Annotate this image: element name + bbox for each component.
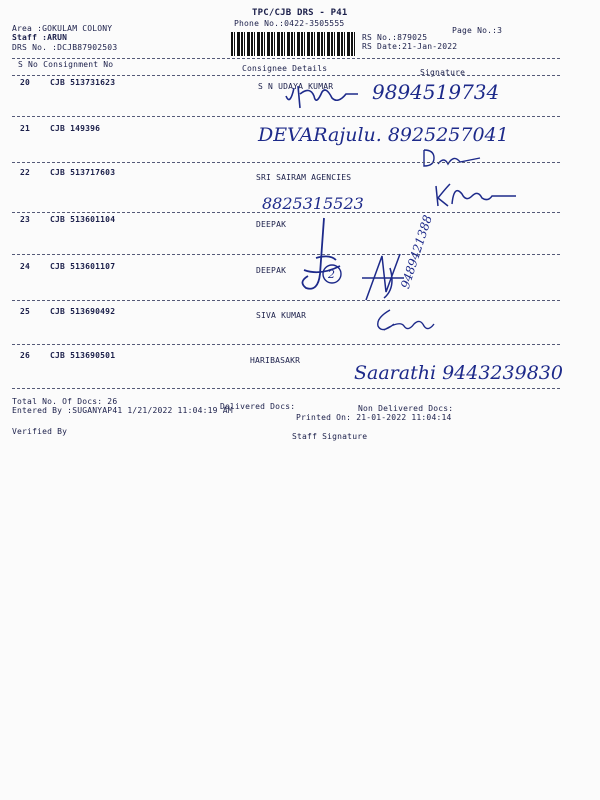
signature-mark xyxy=(282,66,362,116)
row-consignee: DEEPAK xyxy=(256,266,287,275)
row-consignment: CJB 513731623 xyxy=(50,78,116,87)
row-consignment: CJB 513690492 xyxy=(50,307,116,316)
row-sno: 20 xyxy=(20,78,31,87)
barcode xyxy=(231,32,356,56)
delivered-docs: Delivered Docs: xyxy=(220,402,296,411)
signature-mark xyxy=(290,214,360,306)
row-sno: 23 xyxy=(20,215,31,224)
rs-date: RS Date:21-Jan-2022 xyxy=(362,42,458,51)
row-consignment: CJB 149396 xyxy=(50,124,101,133)
row-sno: 25 xyxy=(20,307,31,316)
divider xyxy=(12,162,560,163)
non-delivered-docs: Non Delivered Docs: xyxy=(358,404,454,413)
handwritten-note: 8825315523 xyxy=(262,194,364,213)
row-consignee: SRI SAIRAM AGENCIES xyxy=(256,173,352,182)
divider xyxy=(12,388,560,389)
column-header-signature: Signature xyxy=(420,68,466,77)
row-consignment: CJB 513690501 xyxy=(50,351,116,360)
divider xyxy=(12,254,560,255)
signature-mark xyxy=(432,180,522,212)
row-consignee: DEEPAK xyxy=(256,220,287,229)
staff-label: Staff :ARUN xyxy=(12,33,68,42)
handwritten-note: 9489421388 xyxy=(398,213,435,291)
divider xyxy=(12,116,560,117)
row-consignment: CJB 513601104 xyxy=(50,215,116,224)
verified-by: Verified By xyxy=(12,427,68,436)
area-label: Area :GOKULAM COLONY xyxy=(12,24,113,33)
divider xyxy=(12,344,560,345)
row-sno: 21 xyxy=(20,124,31,133)
sheet-title: TPC/CJB DRS - P41 xyxy=(252,8,348,18)
row-sno: 24 xyxy=(20,262,31,271)
signature-mark xyxy=(420,146,500,170)
handwritten-note: DEVARajulu. 8925257041 xyxy=(258,124,509,146)
row-sno: 22 xyxy=(20,168,31,177)
phone-number: Phone No.:0422-3505555 xyxy=(234,19,345,28)
svg-text:2: 2 xyxy=(328,268,335,281)
rs-number: RS No.:879025 xyxy=(362,33,428,42)
printed-on: Printed On: 21-01-2022 11:04:14 xyxy=(296,413,452,422)
page-number: Page No.:3 xyxy=(452,26,503,35)
handwritten-note: Saarathi 9443239830 xyxy=(354,362,563,384)
total-docs: Total No. Of Docs: 26 xyxy=(12,397,118,406)
handwritten-note: 9894519734 xyxy=(372,80,500,104)
row-consignment: CJB 513717603 xyxy=(50,168,116,177)
drs-number: DRS No. :DCJB87902503 xyxy=(12,43,118,52)
divider xyxy=(12,58,560,59)
signature-mark xyxy=(370,306,440,336)
divider xyxy=(12,300,560,301)
row-consignee: SIVA KUMAR xyxy=(256,311,307,320)
row-consignee: S N UDAYA KUMAR xyxy=(258,82,334,91)
staff-signature-label: Staff Signature xyxy=(292,432,368,441)
row-sno: 26 xyxy=(20,351,31,360)
column-header-sno: S No Consignment No xyxy=(18,60,114,69)
entered-by: Entered By :SUGANYAP41 1/21/2022 11:04:19 AM xyxy=(12,406,233,415)
column-header-consignee: Consignee Details xyxy=(242,64,328,73)
row-consignee: HARIBASAKR xyxy=(250,356,301,365)
divider xyxy=(12,212,560,213)
row-consignment: CJB 513601107 xyxy=(50,262,116,271)
